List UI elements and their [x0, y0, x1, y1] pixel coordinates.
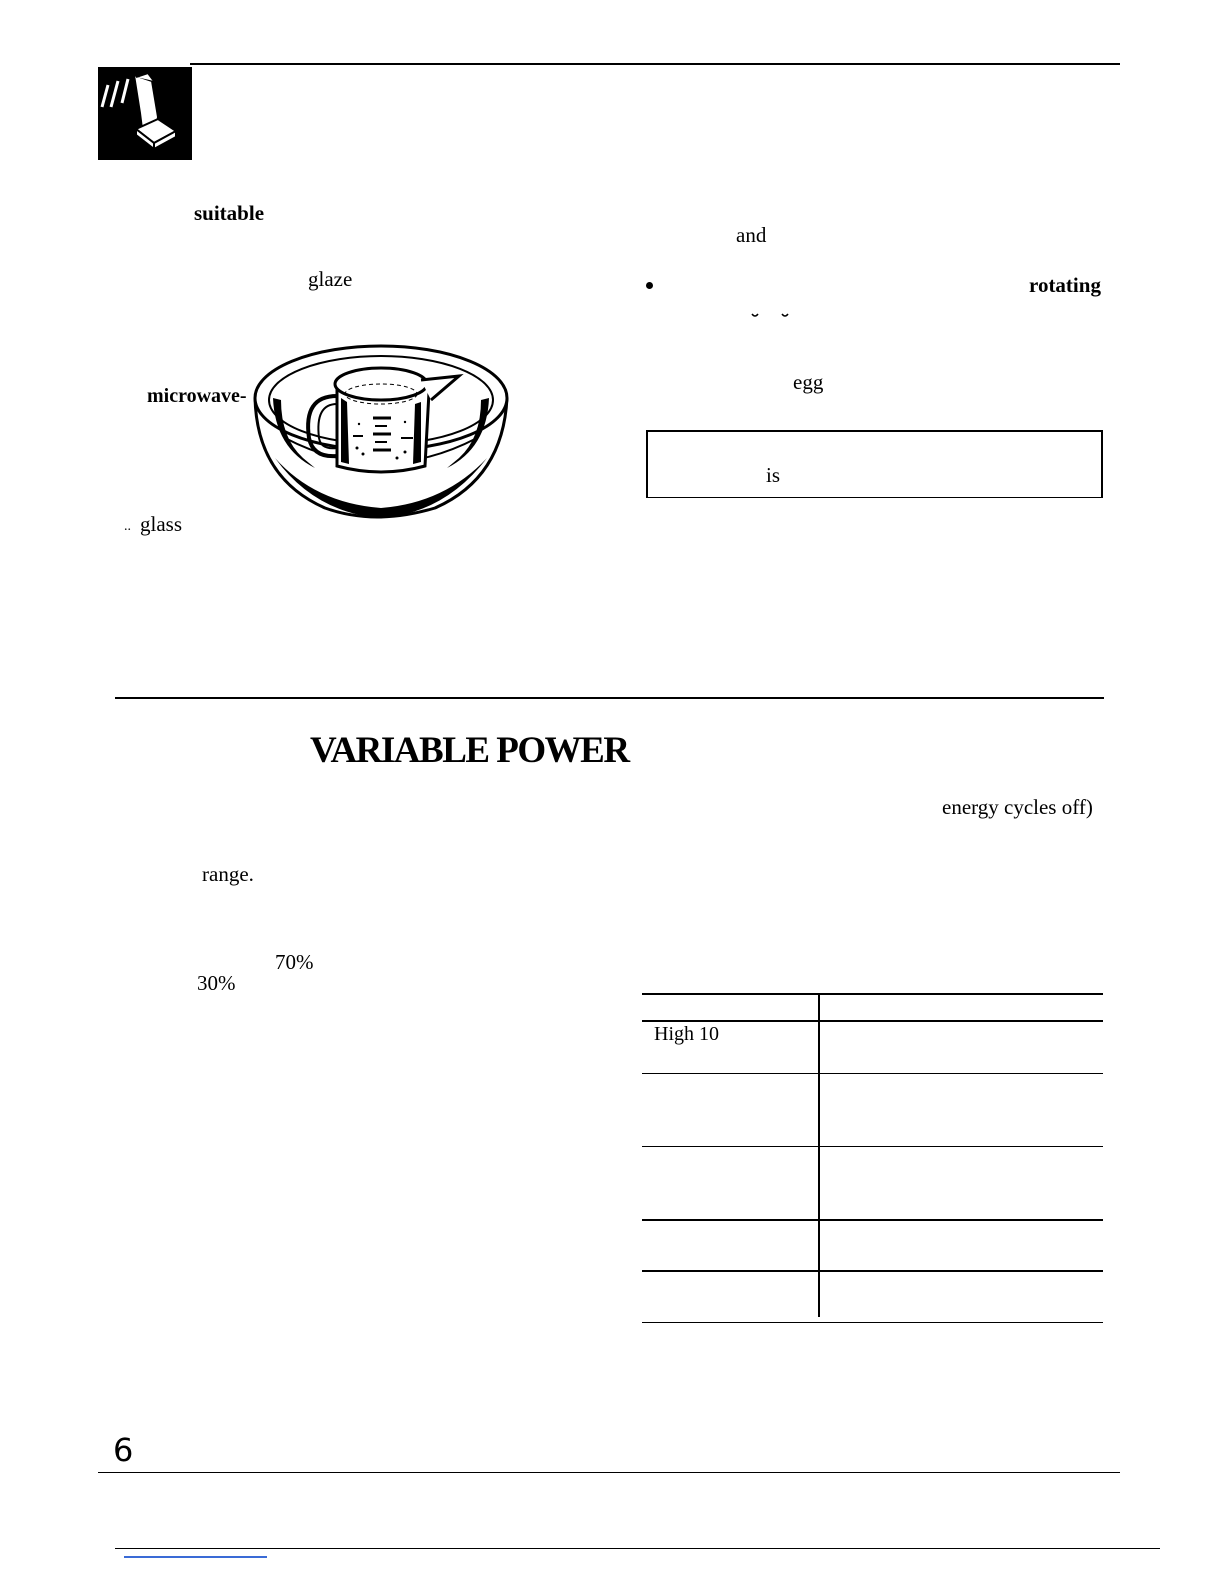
- section-heading: VARIABLE POWER: [310, 730, 629, 771]
- header-icon-box: [98, 67, 192, 160]
- text-range: range.: [202, 862, 254, 886]
- text-microwave: microwave-: [147, 385, 247, 407]
- text-and: and: [736, 223, 767, 247]
- footer-rule: [98, 1472, 1120, 1473]
- notice-box: [646, 430, 1103, 498]
- table-row-rule: [642, 1073, 1103, 1074]
- bottom-scan-rule: [115, 1548, 1160, 1549]
- page-number: 6: [113, 1431, 134, 1469]
- bottom-scan-mark: [124, 1556, 267, 1558]
- table-row-rule: [642, 1270, 1103, 1272]
- bullet: [646, 282, 653, 289]
- table-column-divider: [818, 995, 820, 1317]
- text-rotating: rotating: [1029, 273, 1101, 297]
- text-70-percent: 70%: [275, 950, 314, 974]
- table-row-rule: [642, 1219, 1103, 1221]
- text-egg: egg: [793, 370, 824, 394]
- finger-pressing-button-icon: [98, 67, 192, 160]
- text-glaze: glaze: [308, 267, 353, 291]
- text-suitable: suitable: [194, 201, 265, 225]
- table-top-rule: [642, 993, 1103, 995]
- section-rule: [115, 697, 1104, 699]
- text-glass-prefix: ..: [124, 519, 131, 534]
- table-bottom-rule: [642, 1322, 1103, 1323]
- notice-box-bottom: [646, 497, 1102, 498]
- table-row-rule: [642, 1146, 1103, 1147]
- cropped-text-marks: [748, 308, 798, 320]
- bowl-with-measuring-cup-icon: [245, 338, 515, 528]
- text-energy-cycles-off: energy cycles off): [942, 795, 1093, 819]
- header-rule: [190, 63, 1120, 65]
- table-cell-level: High 10: [654, 1023, 719, 1045]
- text-30-percent: 30%: [197, 971, 236, 995]
- power-table: [642, 993, 1103, 1323]
- text-is: is: [766, 463, 781, 487]
- table-header-rule: [642, 1020, 1103, 1022]
- text-glass: glass: [140, 512, 182, 536]
